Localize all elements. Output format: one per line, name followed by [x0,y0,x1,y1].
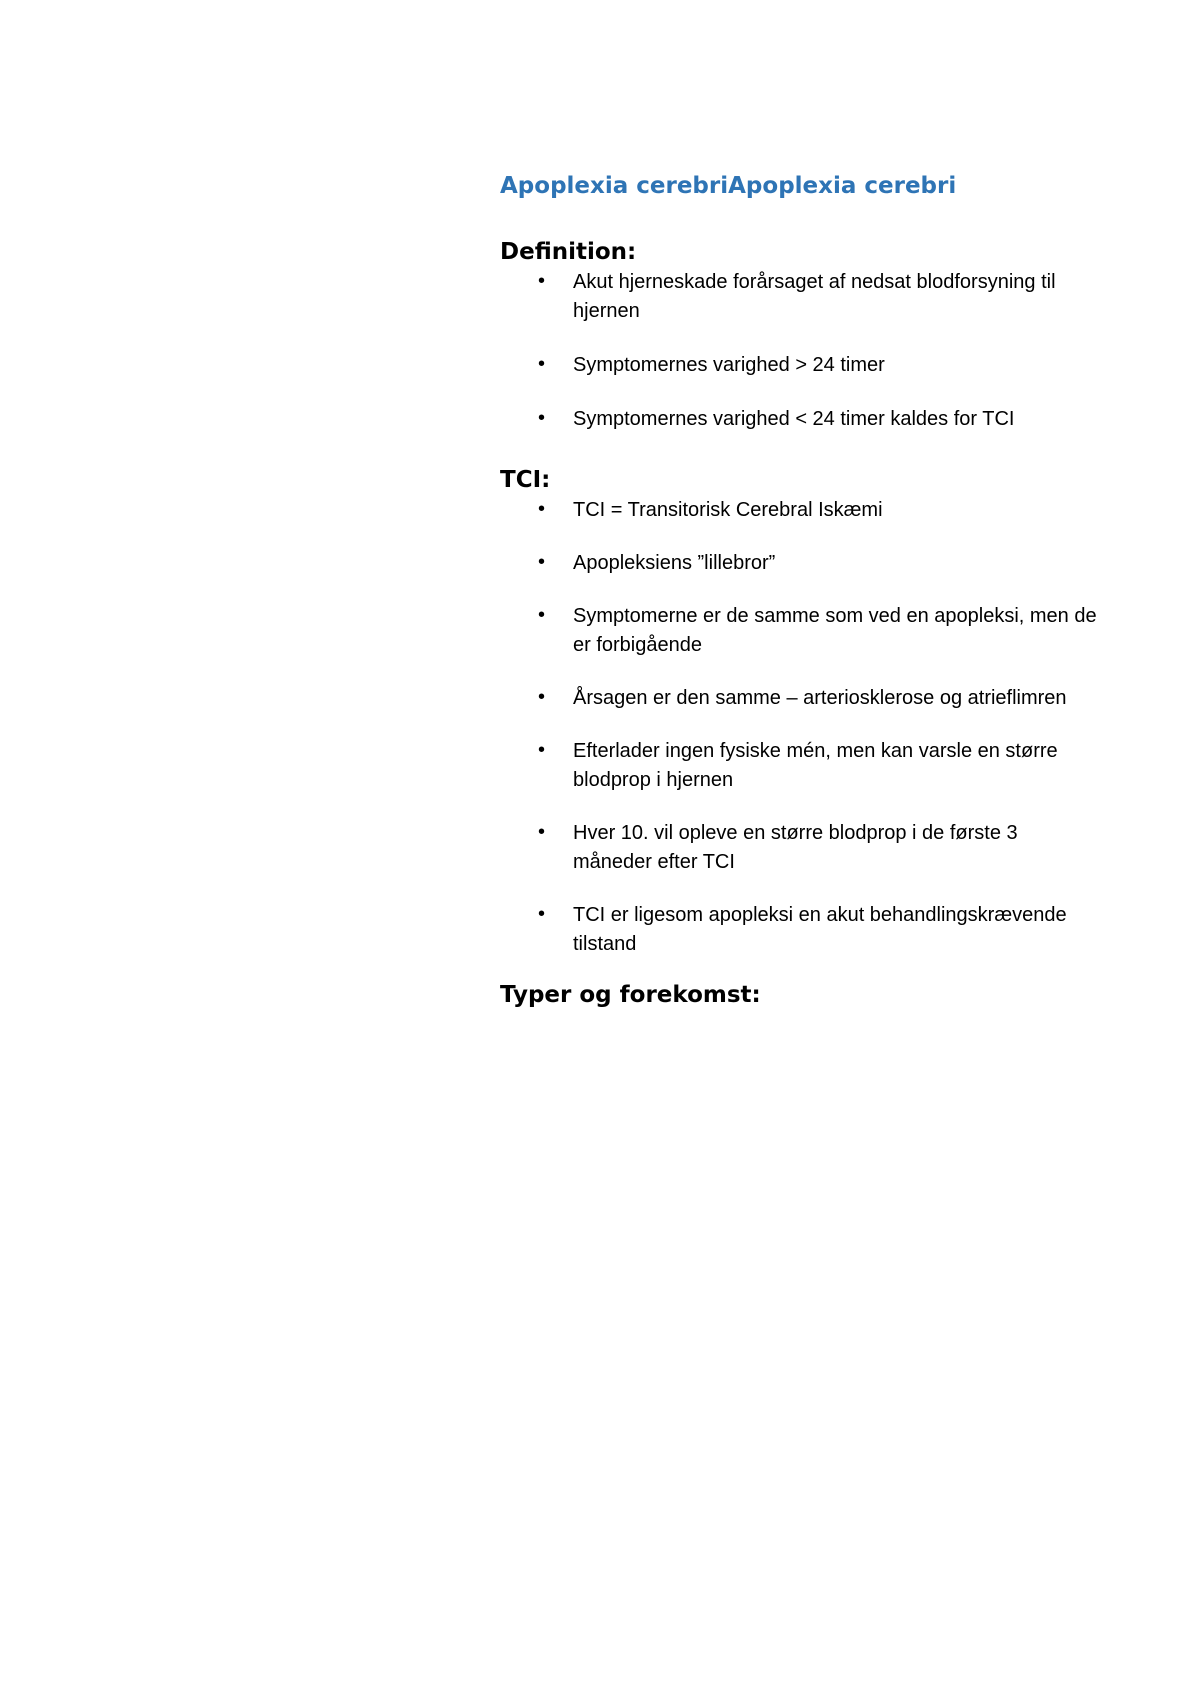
tci-list [500,496,1100,959]
list-item [500,351,1098,380]
bullet-icon: • [538,604,546,626]
list-item [500,268,1098,326]
list-item [500,819,1098,877]
list-item-text: Efterlader ingen fysiske mén, men kan varsle en større blodprop i hjernen [573,740,1058,791]
bullet-icon: • [538,353,546,375]
list-item-text: Symptomernes varighed < 24 timer kaldes for TCI [573,408,1015,430]
document-page [500,170,1100,1011]
list-item [500,602,1098,660]
list-item-text: Akut hjerneskade forårsaget af nedsat blodforsyning til hjernen [573,271,1056,322]
bullet-icon: • [538,407,546,429]
bullet-icon: • [538,270,546,292]
list-item-text: Apopleksiens ”lillebror” [573,552,776,574]
bullet-icon: • [538,739,546,761]
list-item-text: Symptomernes varighed > 24 timer [573,354,885,376]
list-item [500,496,1098,525]
definition-list [500,268,1100,434]
section-heading-typer: Typer og forekomst: [500,982,761,1008]
bullet-icon: • [538,686,546,708]
section-heading-tci: TCI: [500,467,551,493]
list-item-text: Hver 10. vil opleve en større blodprop i de første 3 måneder efter TCI [573,822,1018,873]
document-title: Apoplexia cerebriApoplexia cerebri [500,173,957,199]
list-item [500,901,1098,959]
list-item [500,549,1098,578]
list-item-text: TCI er ligesom apopleksi en akut behandlingskrævende tilstand [573,904,1067,955]
list-item-text: TCI = Transitorisk Cerebral Iskæmi [573,499,883,521]
list-item-text: Symptomerne er de samme som ved en apopleksi, men de er forbigående [573,605,1097,656]
section-heading-definition: Definition: [500,239,637,265]
list-item [500,684,1098,713]
bullet-icon: • [538,903,546,925]
list-item-text: Årsagen er den samme – arteriosklerose og atrieflimren [573,687,1067,709]
bullet-icon: • [538,551,546,573]
list-item [500,737,1098,795]
list-item [500,405,1098,434]
bullet-icon: • [538,821,546,843]
bullet-icon: • [538,498,546,520]
